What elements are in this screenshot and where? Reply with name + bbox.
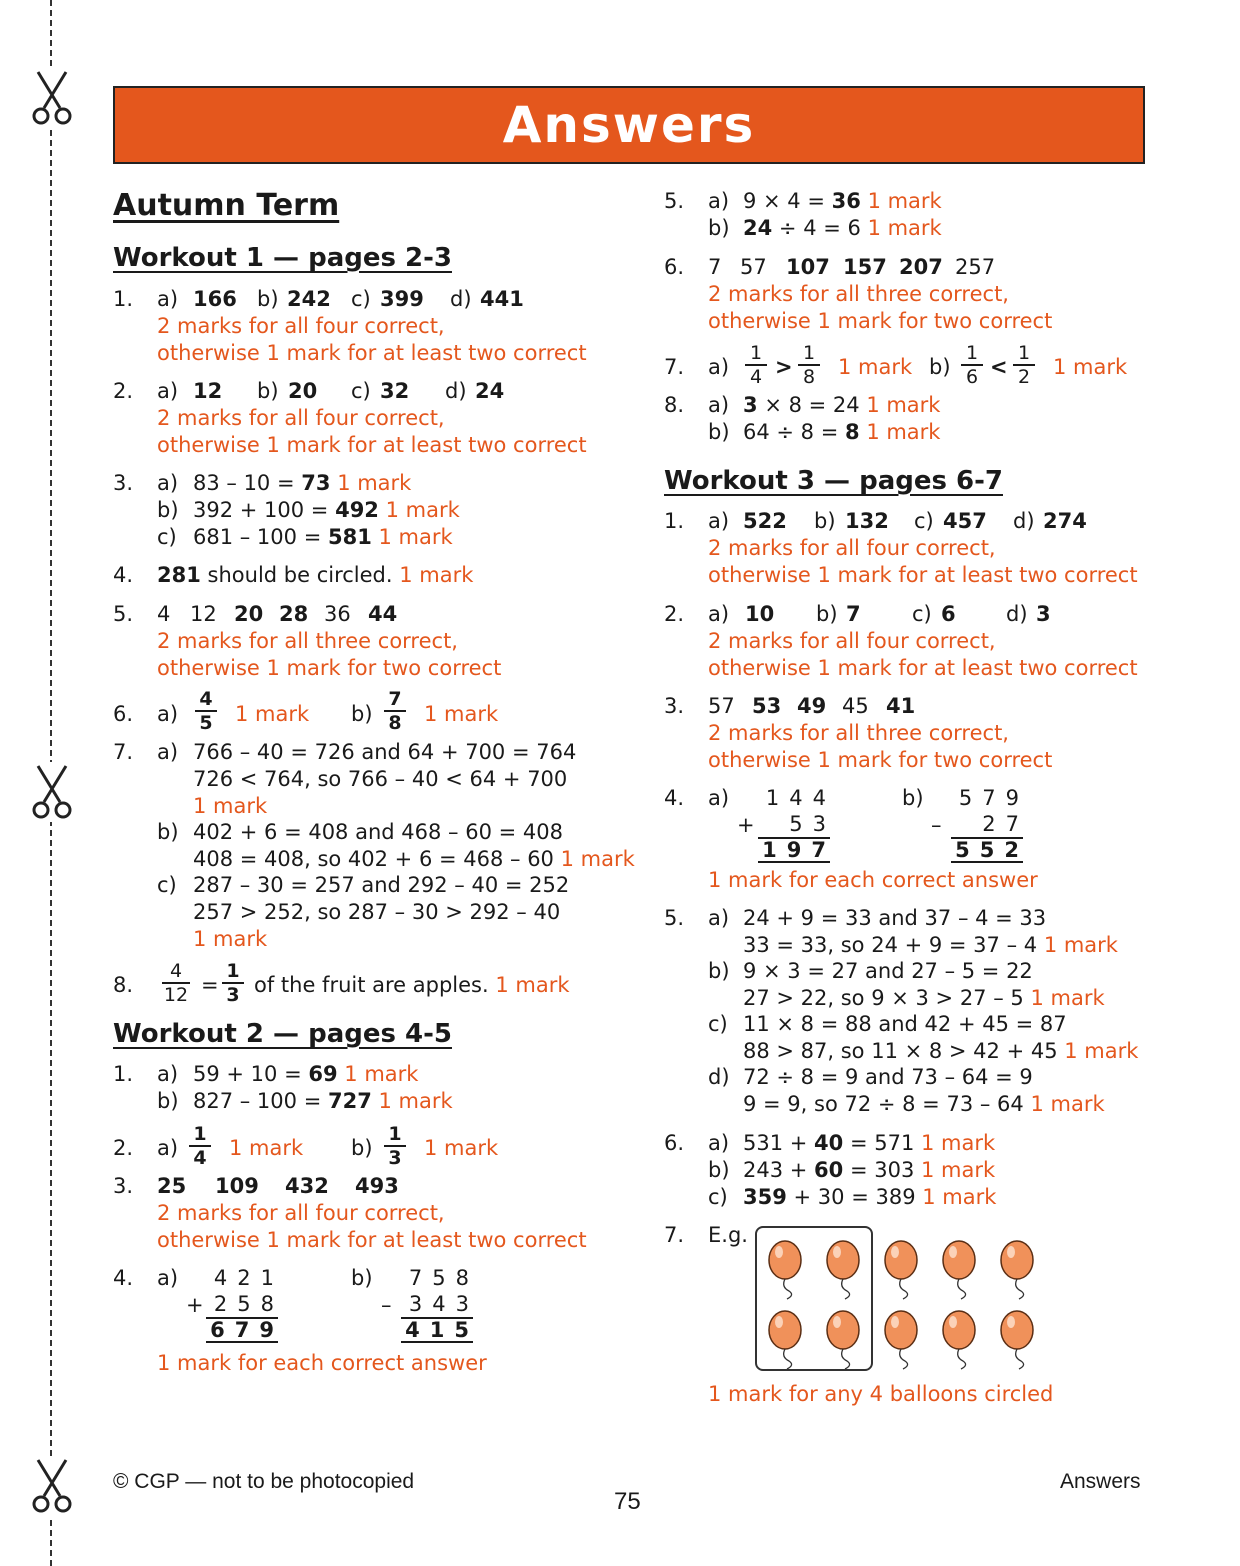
calculation: 9 × 3 = 27 and 27 – 5 = 22 <box>743 959 1033 983</box>
part-label: a) <box>708 906 730 930</box>
fraction: 1 3 <box>384 1125 406 1168</box>
part-label: b) <box>257 287 279 311</box>
calculation: 766 – 40 = 726 and 64 + 700 = 764 <box>193 740 577 764</box>
fraction: 4 5 <box>195 690 217 733</box>
eg-label: E.g. <box>708 1223 748 1247</box>
mark-scheme: 1 mark <box>424 702 499 726</box>
balloon-icon <box>1001 1311 1033 1369</box>
comparison-sign: > <box>775 355 793 379</box>
part-label: a) <box>708 355 730 379</box>
calculation: 11 × 8 = 88 and 42 + 45 = 87 <box>743 1012 1067 1036</box>
mark-scheme: 1 mark <box>1053 355 1128 379</box>
question-number: 6. <box>664 255 685 279</box>
answer-value: 493 <box>355 1174 399 1198</box>
question-number: 2. <box>113 1136 134 1160</box>
calculation: 59 + 10 = 69 1 mark <box>193 1062 419 1086</box>
part-label: a) <box>708 786 730 810</box>
fraction: 4 12 <box>163 960 189 1006</box>
sequence-value: 7 <box>708 255 722 279</box>
sequence-value: 28 <box>279 602 309 626</box>
answer-value: 25 <box>157 1174 187 1198</box>
balloon-icon <box>827 1241 859 1299</box>
sequence-value: 257 <box>955 255 996 279</box>
scissors-icon <box>30 68 74 128</box>
comparison-sign: < <box>990 355 1008 379</box>
mark-scheme: 2 marks for all three correct, <box>708 721 1009 745</box>
balloon-icon <box>1001 1241 1033 1299</box>
question-number: 7. <box>664 1223 685 1247</box>
answer-value: 457 <box>943 509 987 533</box>
balloon-icon <box>943 1241 975 1299</box>
answer-line: of the fruit are apples. 1 mark <box>254 973 570 997</box>
part-label: c) <box>708 1185 728 1209</box>
answer-value: 109 <box>215 1174 259 1198</box>
sequence-value: 4 <box>157 602 171 626</box>
calculation: 392 + 100 = 492 1 mark <box>193 498 460 522</box>
fraction: 7 8 <box>384 690 406 733</box>
question-number: 8. <box>113 973 134 997</box>
part-label: d) <box>708 1065 730 1089</box>
title-banner <box>113 86 1145 164</box>
workout-2-heading: Workout 2 — pages 4-5 <box>113 1019 452 1049</box>
mark-scheme: 1 mark <box>193 794 268 818</box>
question-number: 1. <box>664 509 685 533</box>
page-title: Answers <box>502 96 756 154</box>
balloon-icon <box>769 1241 801 1299</box>
column-addition: 144 53 197 <box>762 786 836 862</box>
operator: + <box>186 1293 204 1317</box>
question-number: 5. <box>664 906 685 930</box>
fraction: 1 6 <box>961 344 983 387</box>
question-number: 2. <box>113 379 134 403</box>
sequence-value: 12 <box>190 602 217 626</box>
calculation: 726 < 764, so 766 – 40 < 64 + 700 <box>193 767 568 791</box>
question-number: 7. <box>113 740 134 764</box>
question-number: 7. <box>664 355 685 379</box>
calculation: 531 + 40 = 571 1 mark <box>743 1131 996 1155</box>
mark-scheme: otherwise 1 mark for at least two correct <box>708 656 1138 680</box>
fraction: 1 4 <box>189 1125 211 1168</box>
part-label: b) <box>816 602 838 626</box>
calculation: 257 > 252, so 287 – 30 > 292 – 40 <box>193 900 561 924</box>
part-label: a) <box>157 471 179 495</box>
part-label: b) <box>708 420 730 444</box>
part-label: a) <box>708 189 730 213</box>
calculation: 359 + 30 = 389 1 mark <box>743 1185 997 1209</box>
part-label: b) <box>929 355 951 379</box>
calculation: 408 = 408, so 402 + 6 = 468 – 60 1 mark <box>193 847 635 871</box>
sequence-value: 20 <box>234 602 264 626</box>
sequence-value: 57 <box>740 255 767 279</box>
copyright-notice: © CGP — not to be photocopied <box>113 1470 415 1493</box>
part-label: c) <box>351 379 371 403</box>
part-label: a) <box>157 287 179 311</box>
mark-scheme: otherwise 1 mark for two correct <box>157 656 502 680</box>
part-label: b) <box>351 1266 373 1290</box>
part-label: b) <box>157 1089 179 1113</box>
mark-scheme: 2 marks for all three correct, <box>157 629 458 653</box>
sequence-value: 36 <box>324 602 351 626</box>
question-number: 5. <box>664 189 685 213</box>
scissors-icon <box>30 762 74 822</box>
part-label: a) <box>708 602 730 626</box>
mark-scheme: 1 mark <box>424 1136 499 1160</box>
calculation: 64 ÷ 8 = 8 1 mark <box>743 420 941 444</box>
fraction: 1 8 <box>798 344 820 387</box>
column-addition: 421 258 679 <box>210 1266 284 1342</box>
question-number: 6. <box>664 1131 685 1155</box>
question-number: 3. <box>664 694 685 718</box>
scissors-icon <box>30 1456 74 1516</box>
answer-value: 432 <box>285 1174 329 1198</box>
part-label: b) <box>157 498 179 522</box>
question-number: 1. <box>113 1062 134 1086</box>
calculation: 3 × 8 = 24 1 mark <box>743 393 941 417</box>
calculation: 827 – 100 = 727 1 mark <box>193 1089 453 1113</box>
mark-scheme: 2 marks for all four correct, <box>708 629 996 653</box>
question-number: 3. <box>113 1174 134 1198</box>
part-label: b) <box>351 702 373 726</box>
answer-value: 274 <box>1043 509 1087 533</box>
answer-value: 20 <box>288 379 318 403</box>
mark-scheme: otherwise 1 mark for at least two correct <box>157 341 587 365</box>
answer-value: 399 <box>380 287 424 311</box>
fraction: 1 2 <box>1013 344 1035 387</box>
calculation: 24 ÷ 4 = 6 1 mark <box>743 216 942 240</box>
mark-scheme: 1 mark <box>229 1136 304 1160</box>
answer-line: 281 should be circled. 1 mark <box>157 563 474 587</box>
part-label: a) <box>708 393 730 417</box>
calculation: 27 > 22, so 9 × 3 > 27 – 5 1 mark <box>743 986 1105 1010</box>
part-label: d) <box>1013 509 1035 533</box>
term-heading: Autumn Term <box>113 188 340 223</box>
part-label: b) <box>351 1136 373 1160</box>
balloon-icon <box>827 1311 859 1369</box>
balloons-picture <box>755 1226 1045 1372</box>
question-number: 4. <box>113 1266 134 1290</box>
part-label: c) <box>351 287 371 311</box>
mark-scheme: 2 marks for all four correct, <box>157 314 445 338</box>
question-number: 1. <box>113 287 134 311</box>
sequence-value: 45 <box>842 694 869 718</box>
mark-scheme: 1 mark for each correct answer <box>708 868 1038 892</box>
answer-value: 12 <box>193 379 223 403</box>
operator: – <box>381 1293 392 1317</box>
fraction: 1 3 <box>222 962 244 1005</box>
sequence-value: 207 <box>899 255 943 279</box>
part-label: c) <box>914 509 934 533</box>
question-number: 5. <box>113 602 134 626</box>
part-label: a) <box>157 1062 179 1086</box>
answer-value: 166 <box>193 287 237 311</box>
part-label: d) <box>1006 602 1028 626</box>
calculation: 83 – 10 = 73 1 mark <box>193 471 412 495</box>
question-number: 8. <box>664 393 685 417</box>
sequence-value: 53 <box>752 694 782 718</box>
balloon-icon <box>885 1311 917 1369</box>
answer-value: 441 <box>480 287 524 311</box>
fraction: 1 4 <box>745 344 767 387</box>
equals-sign: = <box>201 973 219 997</box>
part-label: c) <box>157 525 177 549</box>
mark-scheme: 1 mark <box>193 927 268 951</box>
sequence-value: 107 <box>786 255 830 279</box>
part-label: c) <box>157 873 177 897</box>
answer-value: 132 <box>845 509 889 533</box>
part-label: a) <box>157 740 179 764</box>
column-subtraction: 758 343 415 <box>405 1266 479 1342</box>
part-label: b) <box>814 509 836 533</box>
calculation: 72 ÷ 8 = 9 and 73 – 64 = 9 <box>743 1065 1033 1089</box>
answer-value: 24 <box>475 379 505 403</box>
mark-scheme: otherwise 1 mark for two correct <box>708 309 1053 333</box>
part-label: c) <box>708 1012 728 1036</box>
part-label: a) <box>708 1131 730 1155</box>
mark-scheme: otherwise 1 mark for at least two correct <box>708 563 1138 587</box>
answer-value: 10 <box>745 602 775 626</box>
mark-scheme: 1 mark for each correct answer <box>157 1351 487 1375</box>
part-label: b) <box>708 1158 730 1182</box>
calculation: 33 = 33, so 24 + 9 = 37 – 4 1 mark <box>743 933 1118 957</box>
question-number: 3. <box>113 471 134 495</box>
balloon-icon <box>885 1241 917 1299</box>
calculation: 681 – 100 = 581 1 mark <box>193 525 453 549</box>
part-label: a) <box>157 702 179 726</box>
mark-scheme: otherwise 1 mark for at least two correct <box>157 1228 587 1252</box>
answer-value: 522 <box>743 509 787 533</box>
question-number: 4. <box>664 786 685 810</box>
part-label: b) <box>708 959 730 983</box>
answer-value: 242 <box>287 287 331 311</box>
calculation: 24 + 9 = 33 and 37 – 4 = 33 <box>743 906 1047 930</box>
sequence-value: 49 <box>797 694 827 718</box>
balloon-icon <box>943 1311 975 1369</box>
operator: – <box>931 813 942 837</box>
workout-3-heading: Workout 3 — pages 6-7 <box>664 466 1003 496</box>
sequence-value: 57 <box>708 694 735 718</box>
part-label: a) <box>708 509 730 533</box>
question-number: 4. <box>113 563 134 587</box>
answer-value: 3 <box>1036 602 1051 626</box>
mark-scheme: 2 marks for all three correct, <box>708 282 1009 306</box>
mark-scheme: 2 marks for all four correct, <box>708 536 996 560</box>
part-label: d) <box>450 287 472 311</box>
calculation: 243 + 60 = 303 1 mark <box>743 1158 996 1182</box>
sequence-value: 41 <box>886 694 916 718</box>
part-label: b) <box>902 786 924 810</box>
balloon-icon <box>769 1311 801 1369</box>
part-label: d) <box>445 379 467 403</box>
mark-scheme: 2 marks for all four correct, <box>157 1201 445 1225</box>
mark-scheme: 1 mark <box>838 355 913 379</box>
part-label: b) <box>157 820 179 844</box>
mark-scheme: otherwise 1 mark for two correct <box>708 748 1053 772</box>
mark-scheme: otherwise 1 mark for at least two correct <box>157 433 587 457</box>
part-label: a) <box>157 1136 179 1160</box>
part-label: b) <box>708 216 730 240</box>
workout-1-heading: Workout 1 — pages 2-3 <box>113 243 452 273</box>
mark-scheme: 1 mark <box>235 702 310 726</box>
section-label: Answers <box>1060 1470 1141 1493</box>
part-label: b) <box>257 379 279 403</box>
part-label: a) <box>157 1266 179 1290</box>
calculation: 287 – 30 = 257 and 292 – 40 = 252 <box>193 873 570 897</box>
question-number: 6. <box>113 702 134 726</box>
mark-scheme: 2 marks for all four correct, <box>157 406 445 430</box>
column-subtraction: 579 27 552 <box>955 786 1029 862</box>
calculation: 9 = 9, so 72 ÷ 8 = 73 – 64 1 mark <box>743 1092 1105 1116</box>
sequence-value: 44 <box>368 602 398 626</box>
page-number: 75 <box>614 1488 641 1515</box>
part-label: a) <box>157 379 179 403</box>
operator: + <box>737 813 755 837</box>
answer-value: 32 <box>380 379 410 403</box>
calculation: 9 × 4 = 36 1 mark <box>743 189 942 213</box>
calculation: 88 > 87, so 11 × 8 > 42 + 45 1 mark <box>743 1039 1139 1063</box>
sequence-value: 157 <box>843 255 887 279</box>
calculation: 402 + 6 = 408 and 468 – 60 = 408 <box>193 820 563 844</box>
question-number: 2. <box>664 602 685 626</box>
part-label: c) <box>912 602 932 626</box>
answer-value: 7 <box>846 602 861 626</box>
mark-scheme: 1 mark for any 4 balloons circled <box>708 1382 1054 1406</box>
answer-value: 6 <box>941 602 956 626</box>
